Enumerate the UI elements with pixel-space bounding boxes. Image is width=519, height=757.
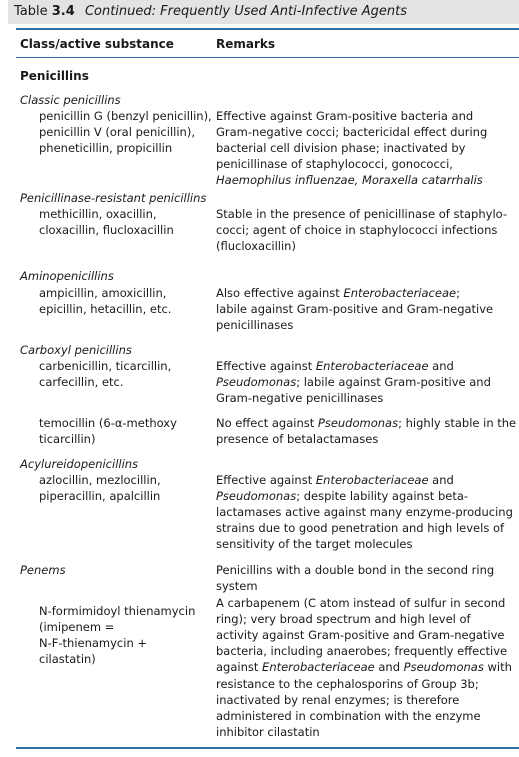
remark-line: activity against Gram-positive and Gram-negative <box>216 628 505 643</box>
remark-line: Effective against Enterobacteriaceae and <box>216 473 454 487</box>
column-header-class: Class/active substance <box>20 37 174 51</box>
remark-line: Gram-negative penicillinases <box>216 391 384 406</box>
remark-line: system <box>216 579 258 594</box>
top-rule <box>16 28 519 30</box>
remark-line: (flucloxacillin) <box>216 239 296 254</box>
substance-line: pheneticillin, propicillin <box>39 141 173 156</box>
remark-line: Penicillins with a double bond in the second ring <box>216 563 495 577</box>
table-title: Continued: Frequently Used Anti-Infective Agents <box>84 4 408 19</box>
remark-line: penicillinase of staphylococci, gonococci, <box>216 157 453 172</box>
header-rule <box>16 57 519 58</box>
remark-line: inhibitor cilastatin <box>216 724 320 739</box>
remark-line: Stable in the presence of penicillinase of staphylo- <box>216 207 508 221</box>
substance-line: cilastatin) <box>39 652 96 667</box>
substance-line: methicillin, oxacillin, <box>39 207 157 221</box>
substance-line: cloxacillin, flucloxacillin <box>39 223 174 238</box>
remark-line: bacterial cell division phase; inactivated by <box>216 141 466 156</box>
remark-line: against Enterobacteriaceae and Pseudomonas with <box>216 660 512 675</box>
class-name: Classic penicillins <box>20 93 121 107</box>
table-caption <box>8 0 519 24</box>
remark-line: resistance to the cephalosporins of Group 3b; <box>216 676 479 691</box>
remark-line: Effective against Gram-positive bacteria and <box>216 109 474 123</box>
substance-line: ticarcillin) <box>39 432 96 447</box>
remark-line: ring); very broad spectrum and high level of <box>216 612 471 627</box>
table-number: 3.4 <box>51 4 75 19</box>
remark-line: labile against Gram-positive and Gram-negative <box>216 302 494 317</box>
substance-line: penicillin G (benzyl penicillin), <box>39 109 212 123</box>
substance-line: N-formimidoyl thienamycin <box>39 604 196 618</box>
substance-line: temocillin (6-α-methoxy <box>39 416 177 430</box>
remark-line: bacteria, including anaerobes; frequently effective <box>216 644 508 659</box>
class-name: Acylureidopenicillins <box>20 457 139 471</box>
substance-line: carfecillin, etc. <box>39 375 124 390</box>
remark-line: lactamases active against many enzyme-producing <box>216 505 513 520</box>
remark-line: Pseudomonas; labile against Gram-positive and <box>216 375 491 390</box>
bottom-rule <box>16 747 519 749</box>
remark-line: inactivated by renal enzymes; is therefore <box>216 692 460 707</box>
substance-line: azlocillin, mezlocillin, <box>39 473 161 487</box>
class-name: Penems <box>20 563 66 577</box>
substance-line: N-F-thienamycin + <box>39 636 148 651</box>
class-name: Carboxyl penicillins <box>20 343 132 357</box>
remark-line: A carbapenem (C atom instead of sulfur in second <box>216 596 506 610</box>
class-name: Aminopenicillins <box>20 269 114 283</box>
remark-line: cocci; agent of choice in staphylococci infections <box>216 223 498 238</box>
remark-line: strains due to good penetration and high levels of <box>216 521 505 536</box>
remark-line: Pseudomonas; despite lability against beta- <box>216 489 469 504</box>
substance-line: piperacillin, apalcillin <box>39 489 161 504</box>
substance-line: (imipenem = <box>39 620 115 635</box>
remark-line: Effective against Enterobacteriaceae and <box>216 359 454 373</box>
remark-line: No effect against Pseudomonas; highly stable in the <box>216 416 517 430</box>
remark-line: presence of betalactamases <box>216 432 379 447</box>
remark-line: administered in combination with the enzyme <box>216 708 481 723</box>
substance-line: carbenicillin, ticarcillin, <box>39 359 172 373</box>
remark-line: Gram-negative cocci; bactericidal effect during <box>216 125 488 140</box>
remark-line: penicillinases <box>216 318 294 333</box>
class-name: Penicillinase-resistant penicillins <box>20 191 207 205</box>
substance-line: epicillin, hetacillin, etc. <box>39 302 172 317</box>
remark-line: Haemophilus influenzae, Moraxella catarrhalis <box>216 173 483 188</box>
remark-line: Also effective against Enterobacteriaceae; <box>216 286 460 300</box>
remark-line: sensitivity of the target molecules <box>216 537 413 552</box>
substance-line: ampicillin, amoxicillin, <box>39 286 167 300</box>
column-header-remarks: Remarks <box>216 37 276 51</box>
section-heading: Penicillins <box>20 69 89 83</box>
substance-line: penicillin V (oral penicillin), <box>39 125 195 140</box>
table-label: Table <box>14 4 48 19</box>
